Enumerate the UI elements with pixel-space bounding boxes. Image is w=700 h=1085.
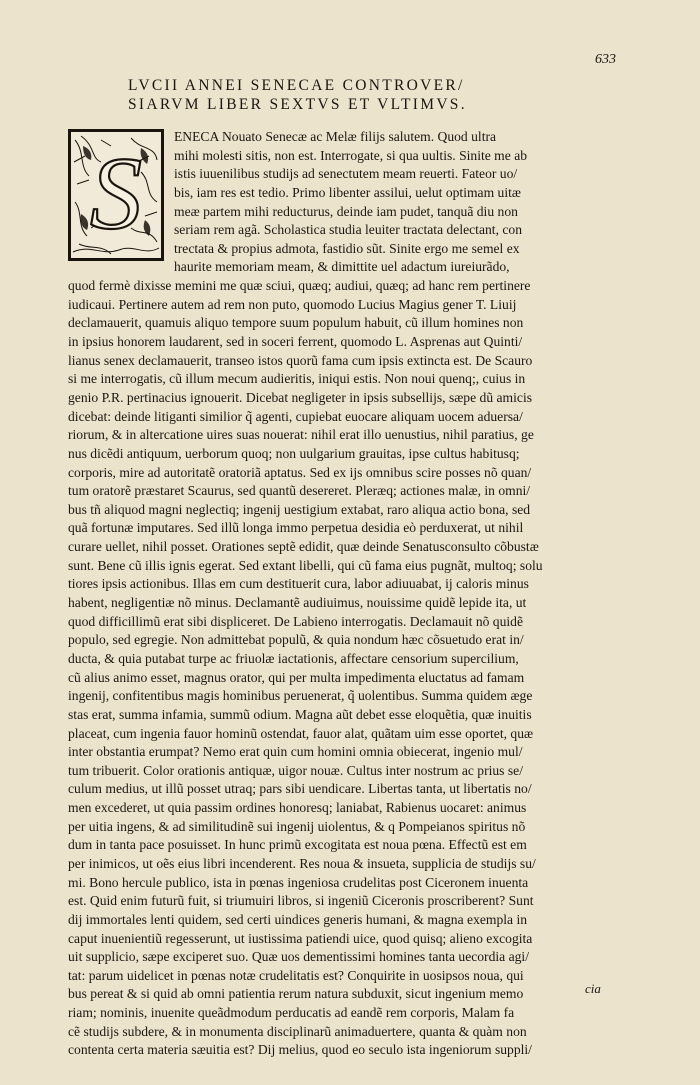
text-line: tum tribuerit. Color orationis antiquæ, uigor nouæ. Cultus inter nostrum ac prius se/ — [68, 762, 523, 778]
text-line: ENECA Nouato Senecæ ac Melæ filijs salutem. Quod ultra — [174, 129, 497, 144]
chapter-heading — [128, 76, 467, 114]
svg-text:S: S — [90, 136, 142, 251]
text-line: genio P.R. pertinacius ignouerit. Dicebat negligeter in ipsis subsellijs, sæpe dũ amicis — [68, 389, 533, 405]
text-line: lianus senex declamauerit, transeo istos quorũ fama cum ipsis extincta est. De Scauro — [68, 352, 533, 368]
text-line: per uitia ingens, & ad similitudinẽ sui ingenij uiolentus, & q Pompeianos spiritus nõ — [68, 818, 526, 834]
text-line: declamauerit, quamuis aliquo tempore suum populum habuit, cũ illum homines non — [68, 315, 524, 331]
text-line: tat: parum uidelicet in pœnas notæ crudelitatis est? Conquirite in uosipsos noua, qui — [68, 967, 524, 983]
text-line: culum medius, ut illũ posset utraq; pars sibi uendicare. Libertas tanta, ut libertatis no/ — [68, 781, 532, 797]
text-line: ingenij, confitentibus magis hominibus peruenerat, q̃ uolentibus. Summa quidem æge — [68, 688, 533, 704]
text-line: riam; nominis, inuenite queãdmodum perducatis ad eandẽ rem corporis, Malam fa — [68, 1005, 515, 1021]
text-line: seriam rem agã. Scholastica studia leuiter tractata delectant, con — [174, 222, 522, 238]
text-line: contenta certa materia sæuitia est? Dij melius, quod eo seculo ista ingeniorum suppli/ — [68, 1042, 532, 1058]
text-line: dum in tanta pace posuisset. In hunc primũ excogitata est noua pœna. Effectũ est em — [68, 837, 527, 853]
text-line: dij immortales lenti quidem, sed certi uindices generis humani, & magna exempla in — [68, 911, 528, 927]
text-line: quod fermè dixisse memini me quæ sciui, quæq; audiui, quæq; ad hanc rem pertinere — [68, 278, 531, 294]
text-line: meæ partem mihi reducturus, deinde iam pudet, tanquã diu non — [174, 203, 518, 219]
text-line: iudicaui. Pertinere autem ad rem non puto, quomodo Lucius Magius gener T. Liuij — [68, 296, 517, 312]
text-line: nus dicẽdi antiquum, uerborum quoq; non uulgarium grauitas, ipse cultus habitusq; — [68, 445, 520, 461]
text-line: uit supplicio, sæpe exciperet suo. Quæ uos dementissimi homines tanta uecordia agi/ — [68, 949, 529, 965]
heading-line-2: SIARVM LIBER SEXTVS ET VLTIMVS. — [128, 96, 467, 113]
text-line: corporis, mire ad autoritatẽ oratoriã aptatus. Sed ex ijs omnibus scire posses nõ quan/ — [68, 464, 532, 480]
text-line: si me interrogatis, cũ illum mecum audieritis, iniqui estis. Non noui quenq;, cuius in — [68, 371, 526, 387]
text-line: quod difficillimũ erat sibi displiceret. De Labieno interrogatis. Declamauit nõ quidẽ — [68, 613, 524, 629]
text-line: riorum, & in altercatione uires suas nouerat: nihil erat illo uenustius, nihil paratius, ge — [68, 427, 534, 443]
text-line: mi. Bono hercule publico, ista in pœnas ingeniosa crudelitas post Ciceronem inuenta — [68, 874, 529, 890]
text-line: inter obstantia erumpat? Nemo erat quin cum homini omnia obiecerat, ingenio mul/ — [68, 744, 523, 760]
text-line: bus tñ aliquod magni neglectiq; ingenij uestigium extabat, raro aliqua actio bona, sed — [68, 501, 531, 517]
text-line: istis iuuenilibus studijs ad senectutem meam reuerti. Fateor uo/ — [174, 166, 518, 182]
text-line: dicebat: deinde litiganti similior q̃ agenti, cupiebat euocare aliquam uocem aduersa/ — [68, 408, 523, 424]
text-line: cẽ studijs subdere, & in monumenta disciplinarũ animaduertere, quanta & quàm non — [68, 1023, 527, 1039]
heading-line-1: LVCII ANNEI SENECAE CONTROVER/ — [128, 77, 465, 94]
text-line: sunt. Bene cũ illis ignis egerat. Sed extant libelli, qui cũ fama eius pugnãt, multoq; solu — [68, 557, 543, 573]
body-text — [68, 128, 610, 1060]
text-line: haurite memoriam meam, & dimittite uel adactum iureiurãdo, — [174, 259, 510, 275]
text-line: quã fortunæ imputares. Sed illũ longa immo perpetua desidia eò perduxerat, ut nihil — [68, 520, 524, 536]
page-number: 633 — [595, 52, 616, 67]
text-line: tiores ipsis actionibus. Illas em cum destituerit cura, labor adiuuabat, ij caloris minus — [68, 576, 529, 592]
text-line: habent, negligentiæ nõ minus. Declamantẽ audiuimus, nouissime quidẽ lepide ita, ut — [68, 595, 527, 611]
text-line: tum oratorẽ præstaret Scaurus, sed quantũ desereret. Pleræq; actiones malæ, in omni/ — [68, 483, 531, 499]
text-line: in ipsius honorem laudarent, sed in soceri ferrent, quomodo L. Asprenas aut Quinti/ — [68, 334, 523, 350]
text-line: men excederet, ut quia passim ordines honoresq; laniabat, Rabienus uocaret: animus — [68, 800, 527, 816]
text-line: cũ alius animo esset, magnus orator, qui per multa impedimenta eluctatus ad famam — [68, 669, 525, 685]
text-line: populo, sed egregie. Non admittebat populũ, & quia nondum hæc cõsuetudo erat in/ — [68, 632, 524, 648]
text-line: placeat, cum ingenia fauor hominũ ostendat, fauor alat, quãtam uim esse oportet, quæ — [68, 725, 534, 741]
text-line: est. Quid enim futurũ fuit, si triumuiri libros, si ingeniũ Ciceronis proscriberent? Sunt — [68, 893, 534, 909]
catchword: cia — [585, 981, 601, 996]
text-line: trectata & propius admota, fastidio sũt. Sinite ergo me semel ex — [174, 240, 520, 256]
text-line: curare uellet, nihil posset. Orationes septẽ edidit, quæ deinde Senatusconsulto cõbustæ — [68, 539, 539, 555]
text-line: bis, iam res est tedio. Primo libenter assilui, uelut optimam uitæ — [174, 184, 521, 200]
text-line: mihi molesti sitis, non est. Interrogate, si qua uultis. Sinite me ab — [174, 147, 528, 163]
text-line: per inimicos, ut oẽs eius libri incenderent. Res noua & insueta, supplicia de studijs su/ — [68, 855, 536, 871]
text-line: bus pereat & si quid ab omni patientia rerum natura subduxit, sicut ingenium memo — [68, 986, 524, 1002]
text-line: stas erat, summa infamia, summũ odium. Magna aũt debet esse eloquẽtia, quæ inuitis — [68, 706, 532, 722]
text-line: ducta, & quia putabat turpe ac friuolæ iactationis, affectare censorium supercilium, — [68, 650, 519, 666]
text-line: caput inuenientiũ regesserunt, ut iustissima patiendi uice, quod quisq; alieno excogita — [68, 930, 533, 946]
